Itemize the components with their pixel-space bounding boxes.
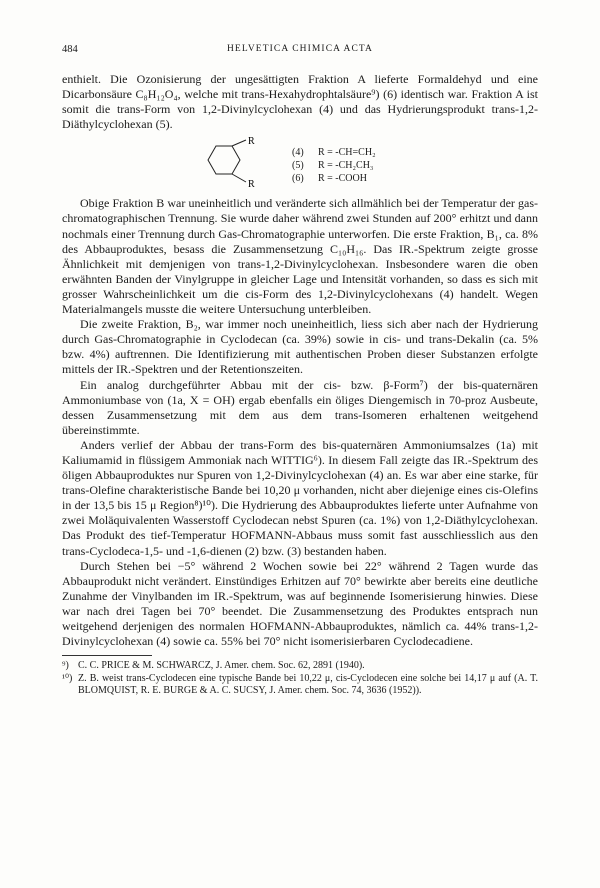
- substituent-row: [292, 172, 376, 185]
- substituent-row: [292, 146, 376, 159]
- running-header: [62, 44, 538, 55]
- paragraph: enthielt. Die Ozonisierung der ungesättigten Fraktion A lieferte Formaldehyd und eine Dicarbonsäure C₈H₁₂O₄, welche mit trans-Hexahydrophtalsäure⁹) (6) identisch war. Fraktion A ist somit die trans-Form von 1,2-Divinylcyclohexan (4) und das Hydrierungsprodukt trans-1,2-Diäthylcyclohexan (5).: [62, 72, 538, 132]
- structure-formula: [202, 136, 538, 192]
- paragraph: Ein analog durchgeführter Abbau mit der cis- bzw. β-Form⁷) der bis-quaternären Ammoniumbase von (1a, X = OH) ergab ebenfalls ein öliges Diengemisch in 70-proz Ausbeute, dessen Zusammensetzung mit dem aus dem trans-Isomeren erhaltenen weitgehend übereinstimmte.: [62, 377, 538, 437]
- compound-number: (4): [292, 147, 304, 159]
- footnote-rule: [62, 655, 152, 656]
- footnote: [62, 660, 538, 673]
- footnote-mark: ⁹): [62, 660, 69, 672]
- page-number: 484: [62, 44, 78, 55]
- footnote-mark: ¹⁰): [62, 672, 73, 684]
- footnotes: [62, 655, 538, 698]
- paragraph: Obige Fraktion B war uneinheitlich und veränderte sich allmählich bei der Temperatur der gas-chromatographischen Trennung. Sie wurde daher während zwei Stunden auf 200° erhitzt und dann nochmals einer Trennung durch Gas-Chromatographie unterworfen. Die erste Fraktion, B₁, ca. 8% des Abbauproduktes, besass die Zusammensetzung C₁₀H₁₆. Das IR.-Spektrum zeigte grosse Ähnlichkeit mit demjenigen von trans-1,2-Divinylcyclohexan. Insbesondere waren die oben erwähnten Banden der Vinylgruppe in gleicher Lage und Intensität vorhanden, so dass es sich mit grosser Wahrscheinlichkeit um die cis-Form des 1,2-Divinylcyclohexans (4) handelt. Wegen Materialmangels musste die weitere Untersuchung unterbleiben.: [62, 196, 538, 317]
- substituent-formula: R = -CH₂CH₃: [318, 160, 374, 172]
- substituent-list: [292, 146, 376, 185]
- compound-number: (5): [292, 160, 304, 172]
- footnote-text: C. C. PRICE & M. SCHWARCZ, J. Amer. chem. Soc. 62, 2891 (1940).: [78, 660, 365, 672]
- substituent-formula: R = -COOH: [318, 173, 367, 185]
- paragraph: Die zweite Fraktion, B₂, war immer noch uneinheitlich, liess sich aber nach der Hydrierung durch Gas-Chromatographie in Cyclodecan (ca. 39%) sowie in cis- und trans-Dekalin (ca. 5% bzw. 4%) auftrennen. Die Identifizierung mit authentischen Proben dieser Substanzen erfolgte mittels der IR.-Spektren und der Retentionszeiten.: [62, 317, 538, 377]
- footnote-text: Z. B. weist trans-Cyclodecen eine typische Bande bei 10,22 μ, cis-Cyclodecen eine solche bei 14,17 μ auf (A. T. BLOMQUIST, R. E. BURGE & A. C. SUCSY, J. Amer. chem. Soc. 74, 3636 (1952)).: [78, 672, 538, 697]
- journal-title: HELVETICA CHIMICA ACTA: [226, 44, 374, 54]
- r-top-label: R: [248, 136, 255, 148]
- paragraph: Durch Stehen bei −5° während 2 Wochen sowie bei 22° während 2 Tagen wurde das Abbauprodukt nicht verändert. Einstündiges Erhitzen auf 70° bewirkte aber bereits eine deutliche Zunahme der Vinylbanden im IR.-Spektrum, was auf beginnende Isomerisierung hinwies. Diese war nach drei Tagen bei 70° beendet. Die Zusammensetzung des Produktes entsprach nun weitgehend derjenigen des normalen HOFMANN-Abbauproduktes, nämlich ca. 44% trans-1,2-Divinylcyclohexan (4) sowie ca. 55% bei 70° nicht isomerisierbaren Cyclodecadiene.: [62, 558, 538, 649]
- paragraph: Anders verlief der Abbau der trans-Form des bis-quaternären Ammoniumsalzes (1a) mit Kaliumamid in flüssigem Ammoniak nach WITTIG⁶). In diesem Fall zeigte das IR.-Spektrum des öligen Abbauproduktes nur Spuren von 1,2-Divinylcyclohexan (4) an. Es war aber eine starke, für trans-Olefine charakteristische Bande bei 10,20 μ vorhanden, nicht aber diejenige eines cis-Olefins in der 13,5 bis 15 μ Region⁸)¹⁰). Die Hydrierung des Abbauproduktes lieferte unter Aufnahme von zwei Moläquivalenten Wasserstoff Cyclodecan nebst Spuren (ca. 1%) von 1,2-Diäthylcyclohexan. Das Produkt des tief-Temperatur HOFMANN-Abbaus muss somit fast ausschliesslich aus den trans-Cyclodeca-1,5- und -1,6-dienen (2) bzw. (3) bestanden haben.: [62, 437, 538, 558]
- article-body: [62, 72, 538, 698]
- substituent-formula: R = -CH=CH₂: [318, 147, 376, 159]
- substituent-row: [292, 159, 376, 172]
- compound-number: (6): [292, 173, 304, 185]
- cyclohexane-structure-icon: [202, 136, 272, 194]
- r-bottom-label: R: [248, 179, 255, 191]
- footnote: [62, 673, 538, 698]
